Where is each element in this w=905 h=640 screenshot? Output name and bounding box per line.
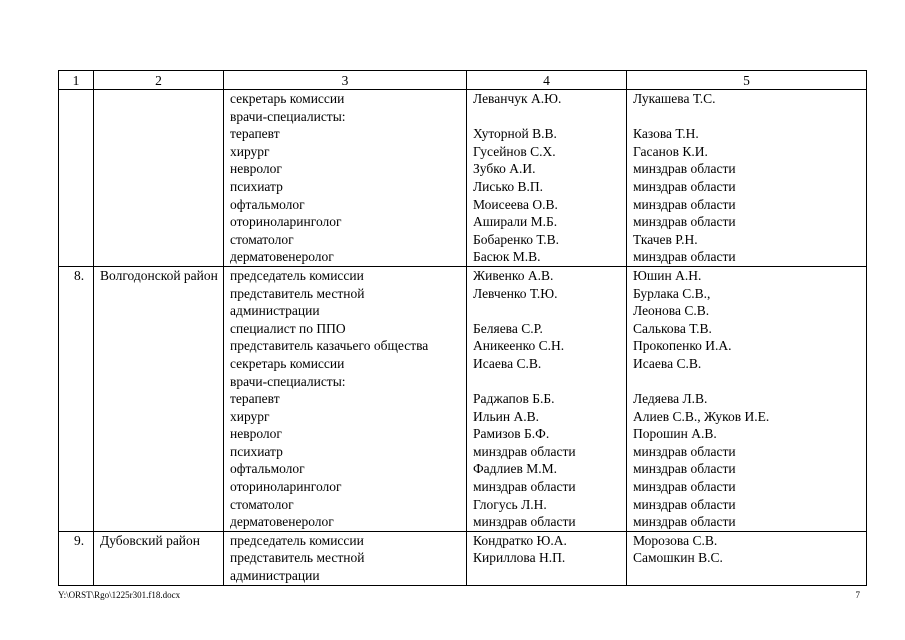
role-line: представитель местной: [230, 550, 365, 566]
table-row: [59, 90, 867, 267]
role-cell: [224, 531, 467, 585]
reserve-line: минздрав области: [633, 214, 736, 230]
table-row: [59, 266, 867, 531]
role-line: представитель местной: [230, 285, 365, 301]
role-line: врачи-специалисты:: [230, 108, 346, 124]
reserve-line: Лукашева Т.С.: [633, 91, 716, 106]
member-line: Аширали М.Б.: [473, 214, 558, 230]
header-cell-1: 1: [59, 71, 94, 90]
header-row: [59, 71, 867, 90]
role-line: специалист по ППО: [230, 320, 346, 336]
row-number: 9.: [59, 531, 94, 585]
role-line: секретарь комиссии: [230, 91, 345, 106]
header-cell-5: 5: [627, 71, 867, 90]
role-line: хирург: [230, 143, 270, 159]
member-line: [473, 302, 626, 320]
district-label: Дубовский район: [100, 532, 201, 548]
reserve-line: минздрав области: [633, 479, 736, 495]
role-line: терапевт: [230, 391, 280, 407]
header-cell-2: 2: [94, 71, 224, 90]
member-line: Фадлиев М.М.: [473, 461, 557, 477]
member-cell: [467, 266, 627, 531]
member-cell: [467, 531, 627, 585]
member-line: Кириллова Н.П.: [473, 550, 566, 566]
reserve-line: Морозова С.В.: [633, 532, 718, 548]
reserve-line: Ткачев Р.Н.: [633, 231, 698, 247]
member-line: [473, 567, 626, 585]
role-line: стоматолог: [230, 231, 294, 247]
role-line: дерматовенеролог: [230, 249, 334, 265]
reserve-line: Гасанов К.И.: [633, 143, 708, 159]
member-line: Зубко А.И.: [473, 161, 536, 177]
reserve-line: минздрав области: [633, 496, 736, 512]
reserve-line: минздрав области: [633, 443, 736, 459]
member-line: Гусейнов С.Х.: [473, 143, 556, 159]
role-line: терапевт: [230, 126, 280, 142]
reserve-line: Прокопенко И.А.: [633, 338, 732, 354]
role-line: офтальмолог: [230, 196, 305, 212]
role-line: председатель комиссии: [230, 532, 364, 548]
row-number: [59, 90, 94, 267]
member-line: Бобаренко Т.В.: [473, 231, 559, 247]
member-line: минздрав области: [473, 514, 576, 530]
reserve-line: минздрав области: [633, 178, 736, 194]
role-line: психиатр: [230, 443, 283, 459]
table-row: [59, 531, 867, 585]
role-line: администрации: [230, 568, 320, 584]
role-line: председатель комиссии: [230, 267, 364, 283]
reserve-line: Ледяева Л.В.: [633, 391, 708, 407]
file-path: Y:\ORST\Rgo\1225r301.f18.docx: [58, 590, 181, 600]
reserve-line: [633, 373, 866, 391]
member-line: Кондратко Ю.А.: [473, 532, 567, 548]
role-line: невролог: [230, 161, 282, 177]
commission-table: [58, 70, 867, 586]
reserve-line: [633, 108, 866, 126]
member-line: Раджапов Б.Б.: [473, 391, 555, 407]
role-line: невролог: [230, 426, 282, 442]
role-line: психиатр: [230, 178, 283, 194]
role-line: офтальмолог: [230, 461, 305, 477]
district-name: [94, 90, 224, 267]
member-line: Рамизов Б.Ф.: [473, 426, 550, 442]
member-line: Глогусь Л.Н.: [473, 496, 547, 512]
reserve-line: минздрав области: [633, 461, 736, 477]
reserve-line: Исаева С.В.: [633, 355, 702, 371]
reserve-line: Юшин А.Н.: [633, 267, 702, 283]
page-number: 7: [855, 590, 860, 600]
reserve-cell: [627, 266, 867, 531]
reserve-line: минздрав области: [633, 514, 736, 530]
reserve-line: минздрав области: [633, 161, 736, 177]
reserve-cell: [627, 90, 867, 267]
role-line: секретарь комиссии: [230, 355, 345, 371]
reserve-line: Алиев С.В., Жуков И.Е.: [633, 408, 770, 424]
reserve-line: Салькова Т.В.: [633, 320, 712, 336]
member-line: Басюк М.В.: [473, 249, 541, 265]
reserve-line: минздрав области: [633, 196, 736, 212]
role-line: администрации: [230, 303, 320, 319]
member-line: Ильин А.В.: [473, 408, 539, 424]
member-line: Живенко А.В.: [473, 267, 554, 283]
role-line: хирург: [230, 408, 270, 424]
row-number: 8.: [59, 266, 94, 531]
member-line: Беляева С.Р.: [473, 320, 543, 336]
member-line: Аникеенко С.Н.: [473, 338, 565, 354]
reserve-line: [633, 567, 866, 585]
member-line: Исаева С.В.: [473, 355, 542, 371]
member-line: Леванчук А.Ю.: [473, 91, 562, 106]
reserve-line: Леонова С.В.: [633, 303, 710, 319]
role-cell: [224, 90, 467, 267]
role-line: представитель казачьего общества: [230, 338, 429, 354]
reserve-line: Порошин А.В.: [633, 426, 717, 442]
district-name: [94, 531, 224, 585]
role-line: стоматолог: [230, 496, 294, 512]
role-line: дерматовенеролог: [230, 514, 334, 530]
role-cell: [224, 266, 467, 531]
role-line: оториноларинголог: [230, 214, 342, 230]
district-label: Волгодонской район: [100, 267, 218, 283]
district-name: [94, 266, 224, 531]
member-line: минздрав области: [473, 443, 576, 459]
reserve-line: Бурлака С.В.,: [633, 285, 711, 301]
reserve-line: Самошкин В.С.: [633, 550, 723, 566]
member-line: Лисько В.П.: [473, 178, 544, 194]
member-line: Хуторной В.В.: [473, 126, 557, 142]
member-line: [473, 108, 626, 126]
member-line: Моисеева О.В.: [473, 196, 558, 212]
reserve-line: минздрав области: [633, 249, 736, 265]
role-line: оториноларинголог: [230, 479, 342, 495]
header-cell-4: 4: [467, 71, 627, 90]
member-line: [473, 373, 626, 391]
role-line: врачи-специалисты:: [230, 373, 346, 389]
member-line: Левченко Т.Ю.: [473, 285, 558, 301]
member-cell: [467, 90, 627, 267]
header-cell-3: 3: [224, 71, 467, 90]
reserve-line: Казова Т.Н.: [633, 126, 699, 142]
member-line: минздрав области: [473, 479, 576, 495]
reserve-cell: [627, 531, 867, 585]
